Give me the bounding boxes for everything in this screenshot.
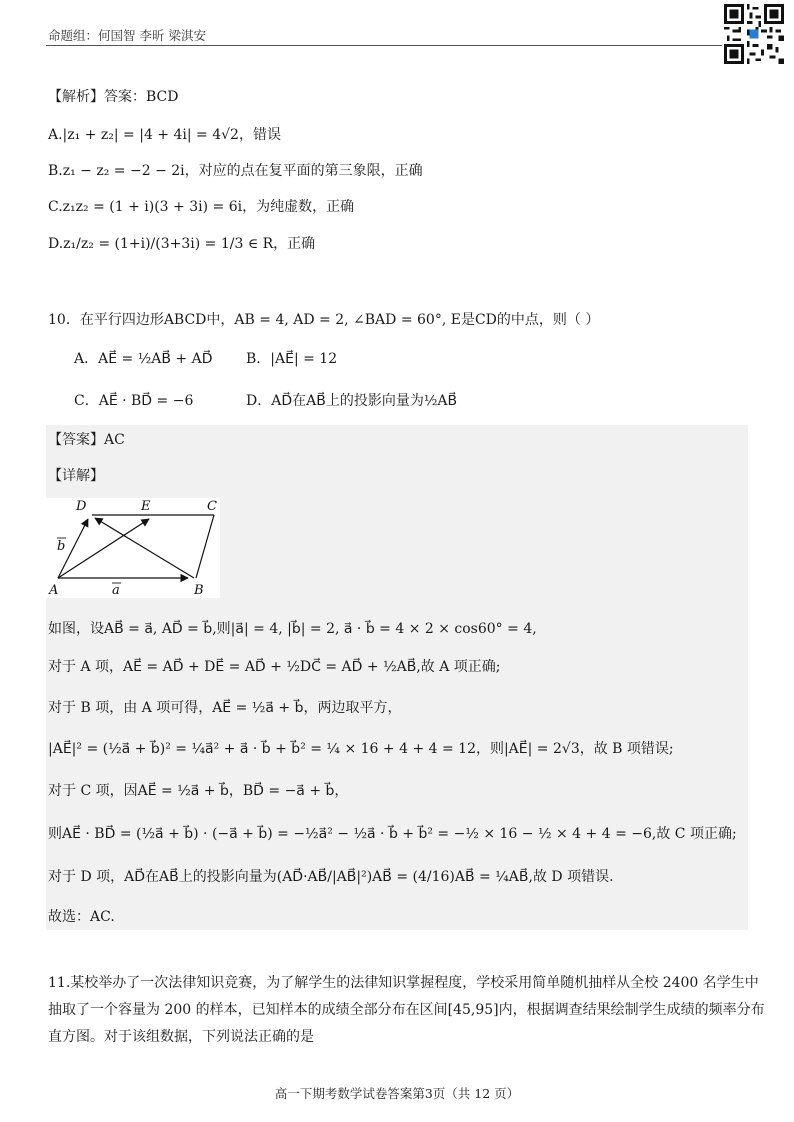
question11-line-3: 直方图。对于该组数据，下列说法正确的是	[48, 1029, 314, 1045]
solution-line-5: 对于 C 项，因AE⃗ = ½a⃗ + b⃗，BD⃗ = −a⃗ + b⃗，	[48, 783, 349, 799]
solution-conclusion: 故选：AC.	[48, 909, 115, 925]
analysis-option-a: A.|z₁ + z₂| = |4 + 4i| = 4√2，错误	[48, 127, 281, 143]
analysis-option-d: D.z₁/z₂ = (1+i)/(3+3i) = 1/3 ∈ R，正确	[48, 236, 316, 252]
qr-code-icon	[724, 4, 784, 64]
header-rule	[46, 45, 722, 46]
question10-choice-a: A．AE⃗ = ½AB⃗ + AD⃗	[74, 351, 213, 367]
label-d: D	[76, 499, 87, 514]
analysis-option-c: C.z₁z₂ = (1 + i)(3 + 3i) = 6i，为纯虚数，正确	[48, 199, 355, 215]
header-authors: 命题组：何国智 李昕 梁淇安	[48, 28, 206, 43]
analysis-answer: 【解析】答案：BCD	[48, 89, 179, 105]
label-e: E	[141, 499, 151, 514]
question11-stem	[48, 970, 765, 1051]
solution-line-6: 则AE⃗ · BD⃗ = (½a⃗ + b⃗) · (−a⃗ + b⃗) = −½a⃗² − ½a⃗ · b⃗ + b⃗² = −½ × 16 − ½ × 4 + 4 = −6,故 C 项正确;	[48, 826, 737, 842]
parallelogram-diagram	[46, 498, 220, 598]
solution-detail-heading: 【详解】	[48, 468, 104, 484]
question10-choice-b: B．|AE⃗| = 12	[246, 351, 338, 367]
question10-stem: 10．在平行四边形ABCD中，AB = 4, AD = 2, ∠BAD = 60°, E是CD的中点，则（ ）	[48, 312, 600, 328]
solution-line-1: 如图，设AB⃗ = a⃗, AD⃗ = b⃗,则|a⃗| = 4, |b⃗| = 2, a⃗ · b⃗ = 4 × 2 × cos60° = 4,	[48, 621, 537, 637]
page-footer: 高一下期考数学试卷答案第3页（共 12 页）	[274, 1086, 520, 1101]
question11-line-2: 抽取了一个容量为 200 的样本，已知样本的成绩全部分布在区间[45,95]内，根据调查结果绘制学生成绩的频率分布	[48, 1002, 765, 1018]
solution-line-4: |AE⃗|² = (½a⃗ + b⃗)² = ¼a⃗² + a⃗ · b⃗ + b⃗² = ¼ × 16 + 4 + 4 = 12，则|AE⃗| = 2√3，故 B 项错误;	[48, 741, 674, 757]
label-b: B	[194, 583, 204, 598]
solution-line-2: 对于 A 项，AE⃗ = AD⃗ + DE⃗ = AD⃗ + ½DC⃗ = AD⃗ + ½AB⃗,故 A 项正确;	[48, 659, 501, 675]
label-c: C	[207, 499, 217, 514]
question10-choice-d: D．AD⃗在AB⃗上的投影向量为½AB⃗	[246, 393, 458, 409]
question11-line-1: 11.某校举办了一次法律知识竞赛，为了解学生的法律知识掌握程度，学校采用简单随机抽样从全校 2400 名学生中	[48, 975, 759, 991]
solution-answer: 【答案】AC	[48, 432, 125, 448]
label-vec-b: b	[57, 539, 66, 554]
solution-line-3: 对于 B 项，由 A 项可得，AE⃗ = ½a⃗ + b⃗，两边取平方，	[48, 700, 402, 716]
solution-line-7: 对于 D 项，AD⃗在AB⃗上的投影向量为(AD⃗·AB⃗/|AB⃗|²)AB⃗ = (4/16)AB⃗ = ¼AB⃗,故 D 项错误.	[48, 869, 614, 885]
label-vec-a: a	[112, 583, 120, 598]
analysis-option-b: B.z₁ − z₂ = −2 − 2i，对应的点在复平面的第三象限，正确	[48, 163, 423, 179]
label-a: A	[49, 583, 59, 598]
question10-choice-c: C．AE⃗ · BD⃗ = −6	[74, 393, 194, 409]
